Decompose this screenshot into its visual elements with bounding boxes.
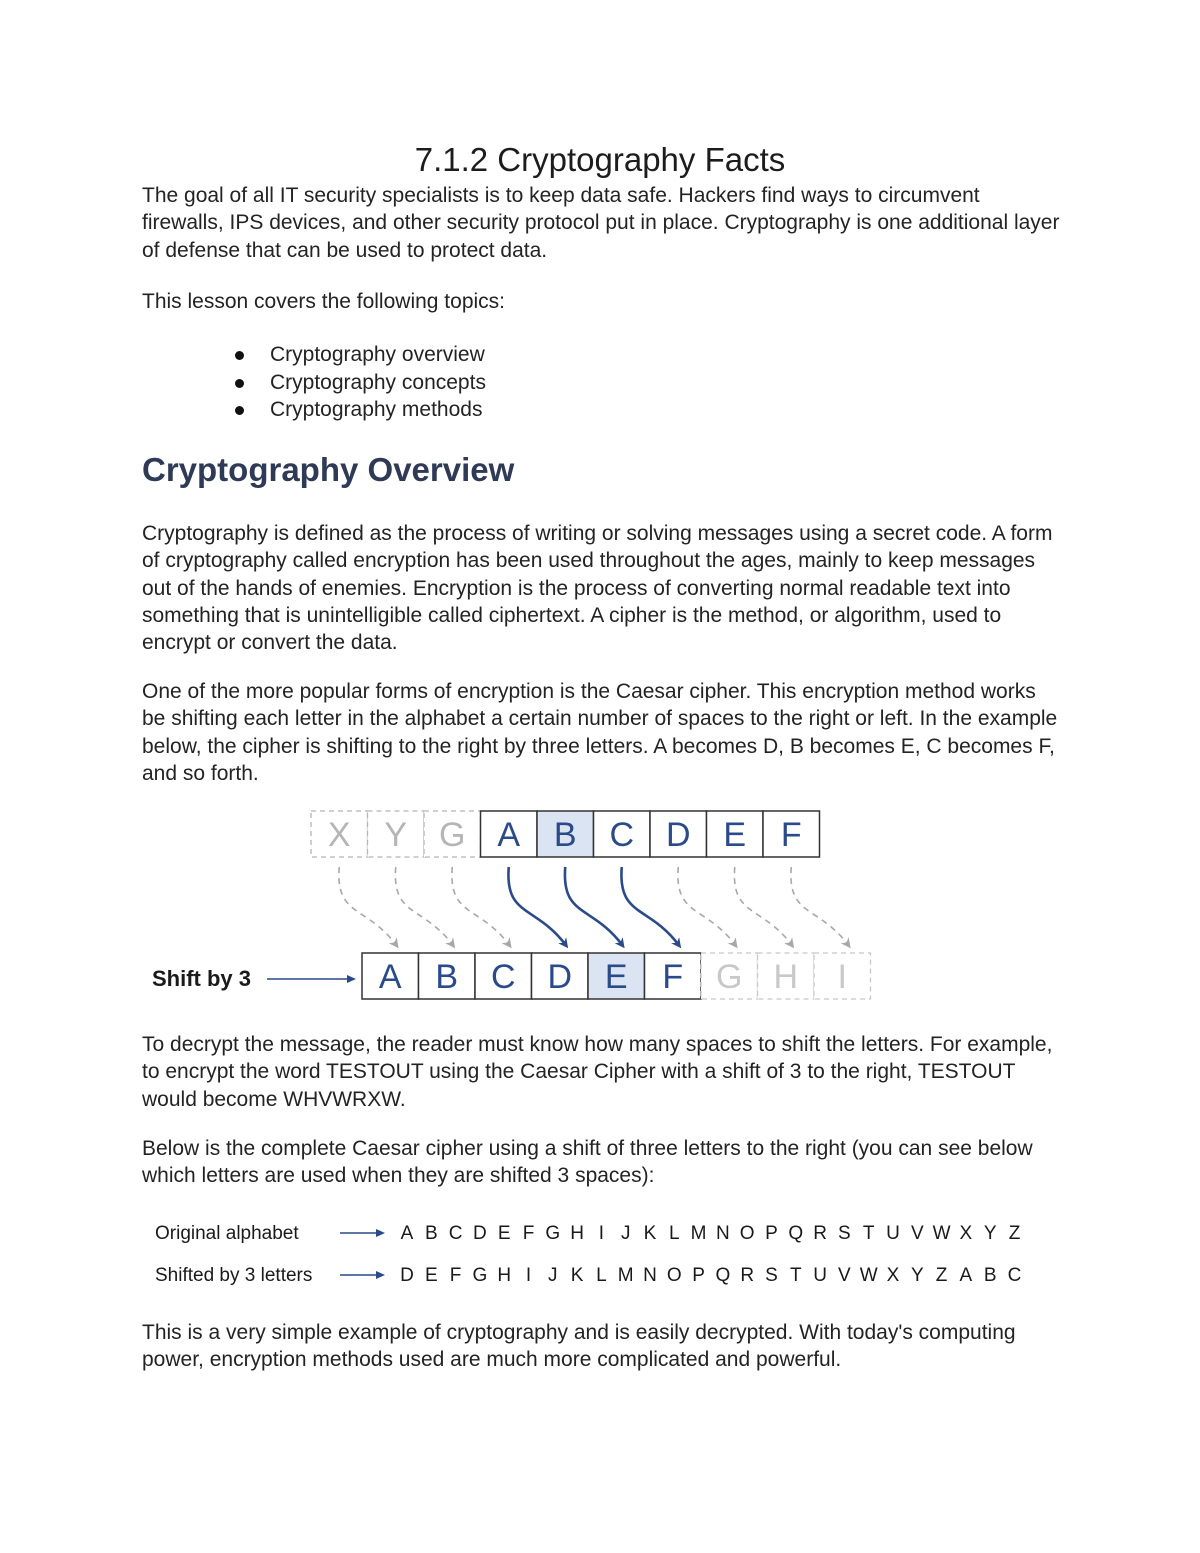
shifted-letter: D: [400, 1265, 414, 1286]
original-letter: S: [838, 1223, 851, 1244]
bottom-letter: H: [773, 958, 799, 996]
caesar-shift-diagram: [140, 800, 880, 1010]
shift-label: Shift by 3: [152, 966, 252, 991]
topics-intro: This lesson covers the following topics:: [142, 290, 505, 313]
top-letter: X: [327, 816, 351, 854]
bullet-icon: [235, 351, 244, 360]
top-letter: D: [665, 816, 691, 854]
original-letter: T: [862, 1223, 875, 1244]
shifted-letter: R: [740, 1265, 755, 1286]
original-letter: X: [959, 1223, 973, 1244]
original-letter: O: [739, 1223, 755, 1244]
top-letter: A: [497, 816, 521, 854]
shifted-letter: S: [765, 1265, 778, 1286]
closing-paragraph: This is a very simple example of cryptography and is easily decrypted. With today's computing power, encryption methods used are much more complicated and powerful.: [142, 1321, 1016, 1372]
shift-arrow: [791, 867, 848, 945]
bottom-letter: D: [547, 958, 573, 996]
shift-arrow: [339, 867, 396, 945]
shifted-letter: Y: [910, 1265, 924, 1286]
cipher-table: [150, 1212, 1050, 1292]
section-heading: Cryptography Overview: [142, 451, 515, 488]
original-letter: Z: [1008, 1223, 1021, 1244]
original-letter: E: [497, 1223, 511, 1244]
shift-arrow: [565, 867, 622, 945]
top-letter: C: [609, 816, 635, 854]
list-item: Cryptography methods: [142, 396, 486, 424]
shifted-letter: A: [959, 1265, 973, 1286]
top-letter: B: [553, 816, 577, 854]
original-letter: L: [669, 1223, 680, 1244]
decrypt-paragraph: To decrypt the message, the reader must know how many spaces to shift the letters. For example, to encrypt the word TESTOUT using the Caesar Cipher with a shift of 3 to the right, TESTOUT would become WHVWRXW.: [142, 1033, 1053, 1111]
shifted-letter: Q: [715, 1265, 731, 1286]
shifted-alphabet-label: Shifted by 3 letters: [155, 1265, 313, 1286]
bottom-letter: E: [604, 958, 628, 996]
shifted-letter: V: [838, 1265, 851, 1286]
shifted-letter: U: [813, 1265, 827, 1286]
bottom-letter: G: [716, 958, 743, 996]
shifted-letter: P: [692, 1265, 705, 1286]
shifted-letter: I: [525, 1265, 532, 1286]
bottom-letter: B: [435, 958, 459, 996]
shifted-letter: T: [789, 1265, 802, 1286]
original-letter: F: [522, 1223, 535, 1244]
original-letter: M: [690, 1223, 707, 1244]
intro-paragraph: The goal of all IT security specialists is to keep data safe. Hackers find ways to circumvent firewalls, IPS devices, and other security protocol put in place. Cryptography is one additional layer of defense that can be used to protect data.: [142, 184, 1060, 262]
original-letter: Y: [983, 1223, 997, 1244]
shift-arrow: [452, 867, 509, 945]
shifted-letter: J: [548, 1265, 558, 1286]
shift-arrow: [734, 867, 791, 945]
shifted-letter: M: [617, 1265, 634, 1286]
original-letter: R: [813, 1223, 827, 1244]
shifted-letter: G: [472, 1265, 488, 1286]
bullet-icon: [235, 379, 244, 388]
shifted-letter: B: [983, 1265, 997, 1286]
list-item: Cryptography overview: [142, 341, 486, 369]
shift-arrow: [508, 867, 565, 945]
shifted-letter: N: [643, 1265, 657, 1286]
shifted-letter: C: [1007, 1265, 1022, 1286]
original-letter: J: [620, 1223, 631, 1244]
original-letter: V: [910, 1223, 924, 1244]
original-letter: I: [598, 1223, 605, 1244]
bottom-letter: I: [837, 958, 847, 996]
shift-arrow: [395, 867, 452, 945]
original-letter: W: [932, 1223, 951, 1244]
top-letter: Y: [384, 816, 408, 854]
shifted-letter: F: [449, 1265, 462, 1286]
caesar-paragraph: One of the more popular forms of encryption is the Caesar cipher. This encryption method works be shifting each letter in the alphabet a certain number of spaces to the right or left. In the example below, the cipher is shifting to the right by three letters. A becomes D, B becomes E, C becomes F, and so forth.: [142, 680, 1058, 785]
original-letter: U: [886, 1223, 900, 1244]
bottom-letter: F: [662, 958, 684, 996]
original-letter: N: [716, 1223, 730, 1244]
original-letter: Q: [788, 1223, 804, 1244]
overview-paragraph: Cryptography is defined as the process of writing or solving messages using a secret code. A form of cryptography called encryption has been used throughout the ages, mainly to keep messages out of the hands of enemies. Encryption is the process of converting normal readable text into something that is unintelligible called ciphertext. A cipher is the method, or algorithm, used to encrypt or convert the data.: [142, 522, 1053, 655]
original-letter: G: [545, 1223, 561, 1244]
top-letter: E: [723, 816, 747, 854]
topics-list: [142, 341, 486, 424]
original-letter: D: [473, 1223, 487, 1244]
original-letter: P: [765, 1223, 778, 1244]
shifted-letter: H: [497, 1265, 512, 1286]
list-item: Cryptography concepts: [142, 369, 486, 397]
shifted-letter: L: [596, 1265, 607, 1286]
shifted-letter: K: [570, 1265, 584, 1286]
top-letter: G: [439, 816, 466, 854]
top-letter: F: [780, 816, 802, 854]
shift-arrow: [678, 867, 735, 945]
bottom-letter: C: [490, 958, 516, 996]
original-letter: B: [424, 1223, 438, 1244]
shift-arrow: [621, 867, 678, 945]
complete-cipher-paragraph: Below is the complete Caesar cipher using a shift of three letters to the right (you can see below which letters are used when they are shifted 3 spaces):: [142, 1137, 1033, 1188]
shifted-letter: E: [424, 1265, 438, 1286]
page-title: 7.1.2 Cryptography Facts: [414, 141, 786, 178]
original-letter: C: [448, 1223, 463, 1244]
bullet-icon: [235, 406, 244, 415]
original-letter: A: [400, 1223, 414, 1244]
shifted-letter: X: [886, 1265, 900, 1286]
shifted-letter: O: [666, 1265, 682, 1286]
original-alphabet-label: Original alphabet: [155, 1223, 299, 1244]
shifted-letter: W: [859, 1265, 878, 1286]
original-letter: K: [643, 1223, 657, 1244]
original-letter: H: [570, 1223, 584, 1244]
shifted-letter: Z: [935, 1265, 948, 1286]
bottom-letter: A: [378, 958, 402, 996]
